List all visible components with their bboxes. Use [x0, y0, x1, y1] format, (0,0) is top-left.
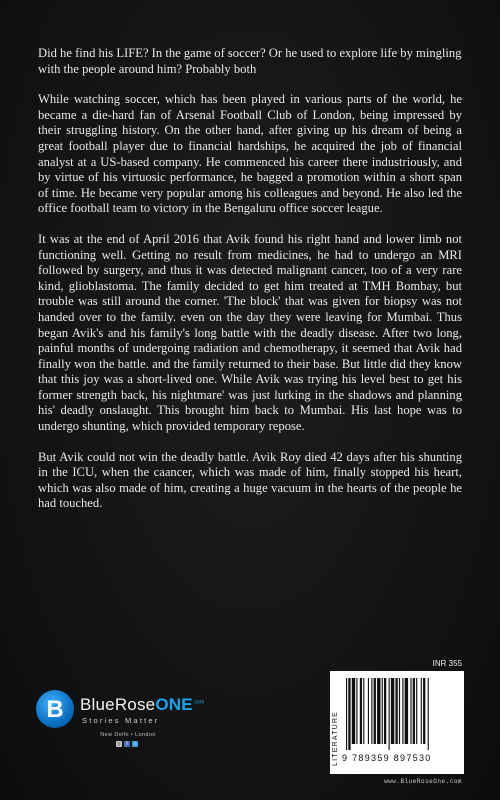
- publisher-name-suffix: .com: [192, 699, 205, 706]
- barcode-bar: [416, 678, 417, 744]
- barcode-bar: [363, 678, 364, 744]
- logo-letter: B: [46, 696, 64, 723]
- barcode-bar: [391, 678, 394, 744]
- barcode-bar: [360, 678, 362, 744]
- blurb-paragraph-1: Did he find his LIFE? In the game of soccer? Or he used to explore life by mingling with the people around him? Probably both: [38, 46, 462, 76]
- barcode-bar: [377, 678, 380, 744]
- facebook-icon: f: [124, 741, 130, 747]
- social-icons: [116, 741, 138, 747]
- publisher-name-main: BlueRose: [80, 695, 156, 714]
- price-label: INR 355: [432, 659, 462, 668]
- barcode-bar: [371, 678, 372, 744]
- barcode-bar: [395, 678, 397, 744]
- instagram-icon: ◎: [117, 741, 121, 746]
- publisher-name: [80, 695, 204, 715]
- barcode-bar: [382, 678, 383, 744]
- isbn-digits: 9 789359 897530: [342, 753, 432, 763]
- barcode-bar: [410, 678, 411, 744]
- barcode-bar: [368, 678, 369, 744]
- barcode-bar: [399, 678, 400, 744]
- twitter-icon: t: [132, 741, 138, 747]
- blurb-paragraph-2: While watching soccer, which has been played in various parts of the world, he became a die-hard fan of Arsenal Football Club of London, being impressed by their struggling history. On the other hand, after giving up his dream of being a great football player due to financial hardships, he acquired the job of financial analyst at a US-based company. He commenced his career there industriously, and by virtue of his virtuosic performance, he bagged a promotion within a short span of time. He became very popular among his colleagues and beyond. He also led the office football team to victory in the Bengaluru office soccer league.: [38, 92, 462, 216]
- barcode-bar: [348, 678, 350, 750]
- barcode-bar: [384, 678, 386, 744]
- barcode-bar: [428, 678, 429, 750]
- barcode-bar: [421, 678, 422, 744]
- blurb-paragraph-4: But Avik could not win the deadly battle. Avik Roy died 42 days after his shunting in the ICU, when the caancer, which was made of him, finally stopped his heart, which was also made of him, creating a huge vacuum in the hearts of the people he had touched.: [38, 449, 462, 511]
- barcode-bar: [423, 678, 425, 744]
- barcode-bar: [374, 678, 376, 744]
- publisher-badge-icon: [36, 690, 74, 728]
- barcode-bar: [402, 678, 403, 744]
- isbn-barcode: [330, 671, 464, 774]
- barcode-bars: [346, 678, 458, 752]
- publisher-website: www.BlueRoseOne.com: [384, 778, 462, 785]
- publisher-logo: [36, 690, 205, 770]
- barcode-bar: [352, 678, 355, 744]
- barcode-bar: [413, 678, 415, 744]
- back-cover-blurb: [38, 46, 462, 527]
- publisher-tagline: Stories Matter: [82, 716, 160, 725]
- barcode-bar: [356, 678, 357, 744]
- barcode-bar: [389, 678, 390, 750]
- blurb-paragraph-3: It was at the end of April 2016 that Avik found his right hand and lower limb not functioning well. Getting no result from medicines, he had to undergo an MRI followed by surgery, and thus it was detected malignant cancer, too of a very rare kind, glioblastoma. The family decided to get him treated at TMH Bombay, but trouble was still around the corner. 'The block' that was given for biopsy was not handed over to the family. even on the day they were leaving for Mumbai. Thus began Avik's and his family's long battle with the deadly disease. After two long, painful months of undergoing radiation and chemotherapy, it seemed that Avik had finally won the battle. and the family returned to their base. But little did they know that this joy was a short-lived one. While Avik was trying his level best to get his former strength back, his nightmare' was just lurking in the shadows and planning his' deadly onslaught. This brought him back to Mumbai. His last hope was to undergo shunting, which provided temporary repose.: [38, 231, 462, 434]
- publisher-locations: New Delhi • London: [100, 732, 156, 738]
- publisher-name-accent: ONE: [155, 695, 193, 714]
- genre-label: LITERATURE: [332, 710, 339, 766]
- barcode-bar: [346, 678, 347, 750]
- barcode-bar: [405, 678, 408, 744]
